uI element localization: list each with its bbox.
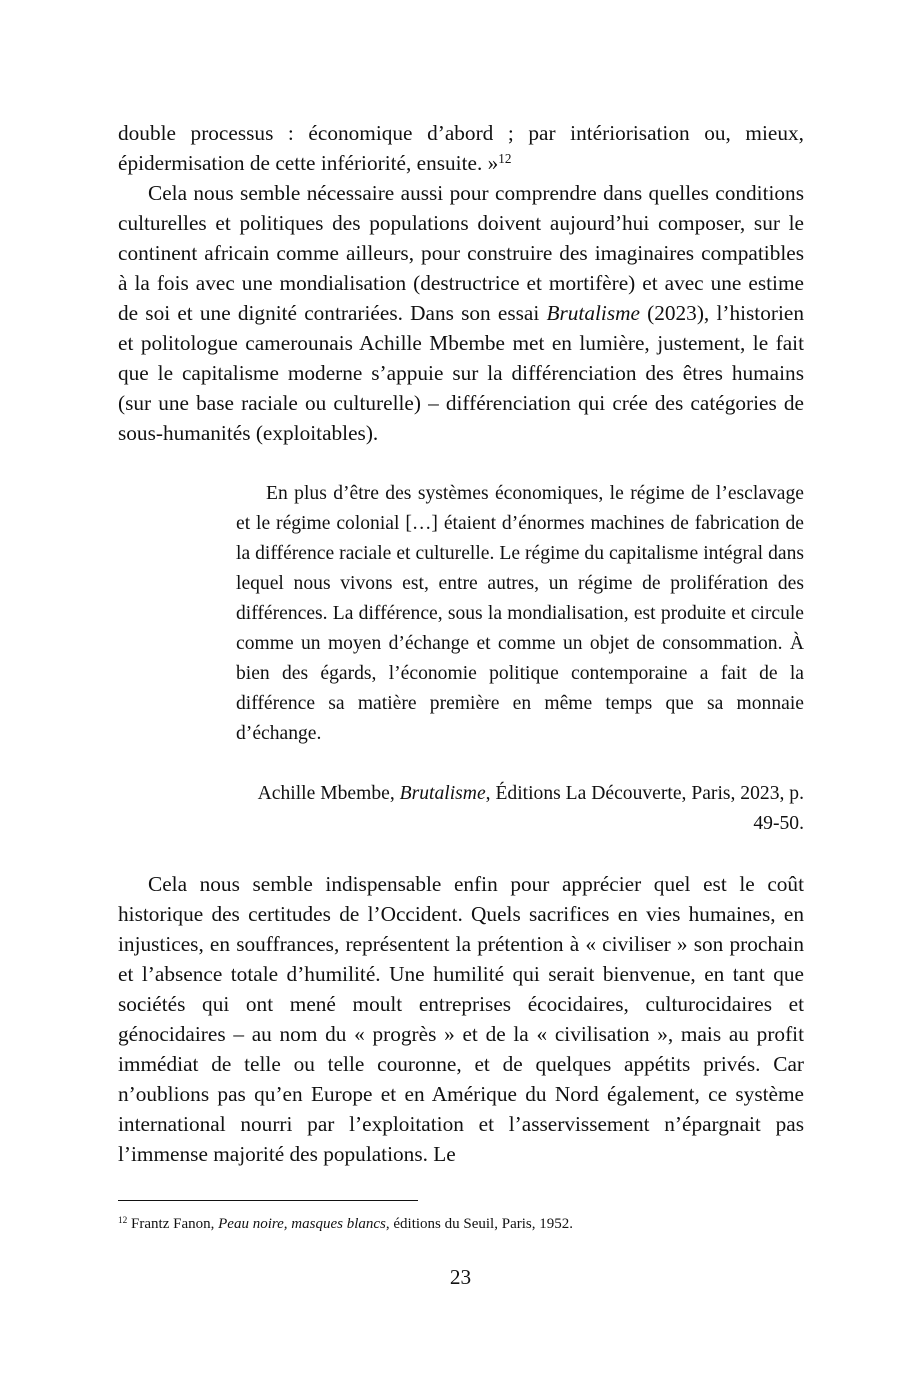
paragraph-continuation <box>118 118 804 178</box>
quote-citation <box>236 779 804 839</box>
block-quote: En plus d’être des systèmes économiques, le régime de l’esclavage et le régime colonial […] étaient d’énormes machines de fabrication de la différence raciale et culturelle. Le régime du capitalisme intégral dans lequel nous vivons est, entre autres, un régime de prolifération des différences. La différence, sous la mondialisation, est produite et circule comme un moyen d’échange et comme un objet de consommation. À bien des égards, l’économie politique contemporaine a fait de la différence sa matière première en même temps que sa monnaie d’échange. <box>236 483 804 744</box>
citation-author: Achille Mbembe, <box>257 783 400 804</box>
footnote-title: Peau noire, masques blancs <box>218 1216 386 1232</box>
citation-details: , Éditions La Découverte, Paris, 2023, p. 49-50. <box>485 783 804 834</box>
paragraph-occident: Cela nous semble indispensable enfin pour apprécier quel est le coût historique des certitudes de l’Occident. Quels sacrifices en vies humaines, en injustices, en souffrances, représentent la prétention à « civiliser » son prochain et l’absence totale d’humilité. Une humilité qui serait bienvenue, en tant que sociétés qui ont mené moult entreprises écocidaires, culturocidaires et génocidaires – au nom du « progrès » et de la « civilisation », mais au profit immédiat de telle ou telle couronne, et de quelques appétits privés. Car n’oublions pas qu’en Europe et en Amérique du Nord également, ce système international nourri par l’exploitation et l’asservissement n’épargnait pas l’immense majorité des populations. Le <box>118 872 804 1166</box>
footnote <box>118 1214 804 1234</box>
paragraph-brutalisme <box>118 178 804 448</box>
footnote-reference[interactable]: 12 <box>498 150 512 166</box>
footnote-divider <box>118 1200 418 1201</box>
book-title: Brutalisme <box>546 301 640 325</box>
footnote-details: , éditions du Seuil, Paris, 1952. <box>385 1216 573 1232</box>
footnote-number: 12 <box>118 1215 128 1226</box>
paragraph-text: (2023), l’historien et politologue camerounais Achille Mbembe met en lumière, justement, le fait que le capitalisme moderne s’appuie sur la différenciation des êtres humains (sur une base raciale ou culturelle) – différenciation qui crée des catégories de sous-humanités (exploitables). <box>118 301 804 445</box>
paragraph-text: Cela nous semble nécessaire aussi pour comprendre dans quelles conditions culturelles et politiques des populations doivent aujourd’hui composer, sur le continent africain comme ailleurs, pour construire des imaginaires compatibles à la fois avec une mondialisation (destructrice et mortifère) et avec une estime de soi et une dignité contrariées. Dans son essai <box>118 181 804 325</box>
paragraph-text: double processus : économique d’abord ; par intériorisation ou, mieux, épidermisation de cette infériorité, ensuite. » <box>118 121 804 175</box>
footnote-author: Frantz Fanon, <box>127 1216 219 1232</box>
citation-title: Brutalisme <box>399 783 486 804</box>
page-number: 23 <box>449 1265 472 1289</box>
